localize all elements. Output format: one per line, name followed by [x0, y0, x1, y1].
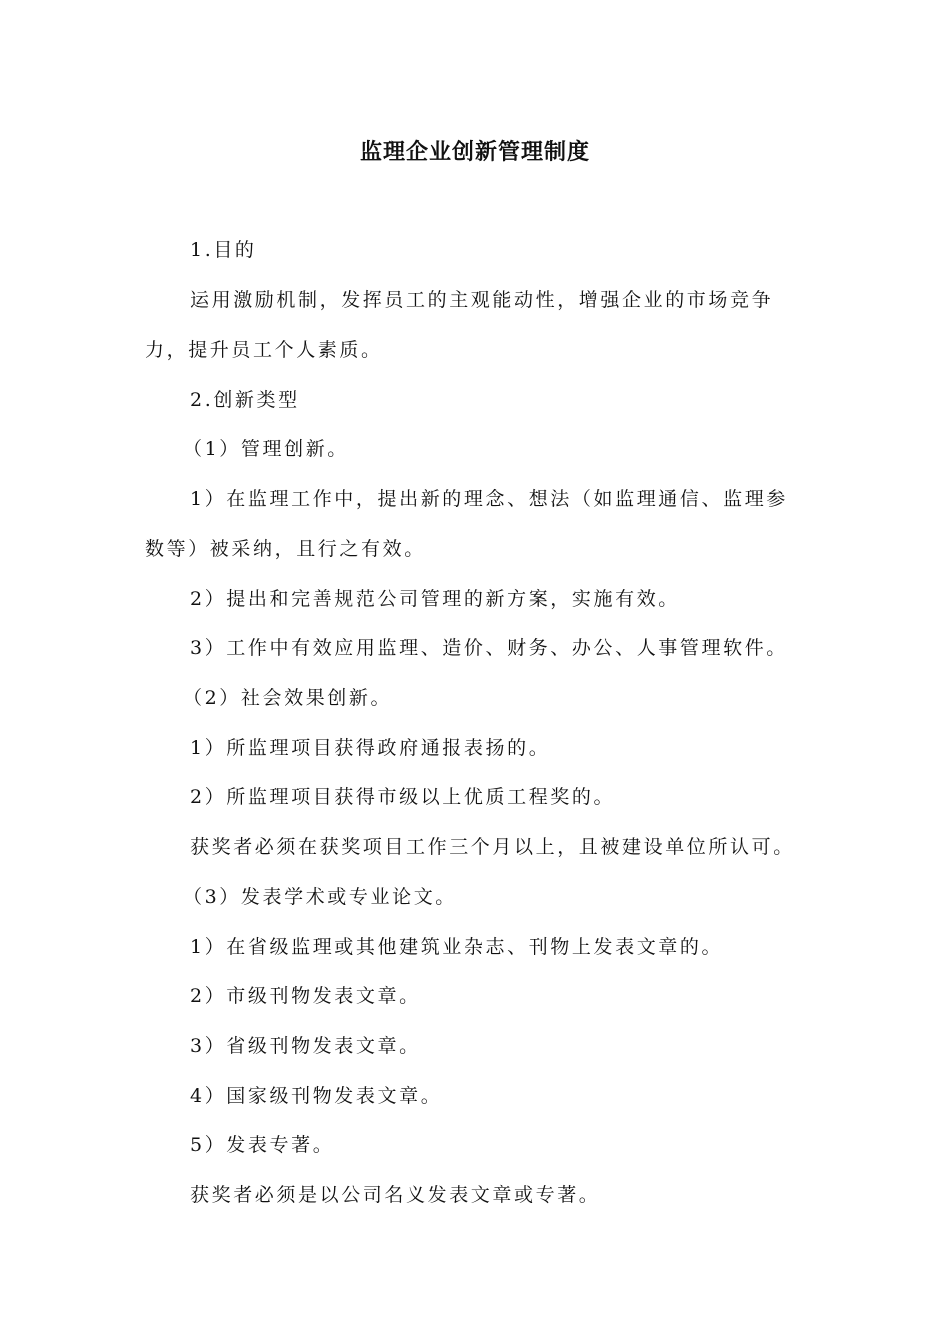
list-item: 2）市级刊物发表文章。 — [190, 985, 421, 1007]
section-heading-purpose: 1.目的 — [190, 239, 257, 261]
list-item: 4）国家级刊物发表文章。 — [190, 1085, 443, 1107]
list-item: 1）所监理项目获得政府通报表扬的。 — [190, 737, 551, 759]
paragraph-line: 力，提升员工个人素质。 — [145, 339, 383, 361]
list-item: 5）发表专著。 — [190, 1134, 335, 1156]
paragraph-line: 数等）被采纳，且行之有效。 — [145, 538, 426, 560]
list-item: 3）工作中有效应用监理、造价、财务、办公、人事管理软件。 — [190, 637, 788, 659]
list-item: 3）省级刊物发表文章。 — [190, 1035, 421, 1057]
list-item: 1）在省级监理或其他建筑业杂志、刊物上发表文章的。 — [190, 936, 724, 958]
subsection-heading: （1）管理创新。 — [183, 438, 349, 460]
paragraph-line: 获奖者必须是以公司名义发表文章或专著。 — [190, 1184, 601, 1206]
list-item: 2）所监理项目获得市级以上优质工程奖的。 — [190, 786, 616, 808]
paragraph-line: 运用激励机制，发挥员工的主观能动性，增强企业的市场竞争 — [190, 289, 774, 311]
subsection-heading: （3）发表学术或专业论文。 — [183, 886, 457, 908]
paragraph-line: 获奖者必须在获奖项目工作三个月以上，且被建设单位所认可。 — [190, 836, 795, 858]
section-heading-innovation-types: 2.创新类型 — [190, 389, 300, 411]
list-item: 1）在监理工作中，提出新的理念、想法（如监理通信、监理参 — [190, 488, 788, 510]
subsection-heading: （2）社会效果创新。 — [183, 687, 393, 709]
document-title: 监理企业创新管理制度 — [359, 139, 590, 165]
list-item: 2）提出和完善规范公司管理的新方案，实施有效。 — [190, 588, 680, 610]
